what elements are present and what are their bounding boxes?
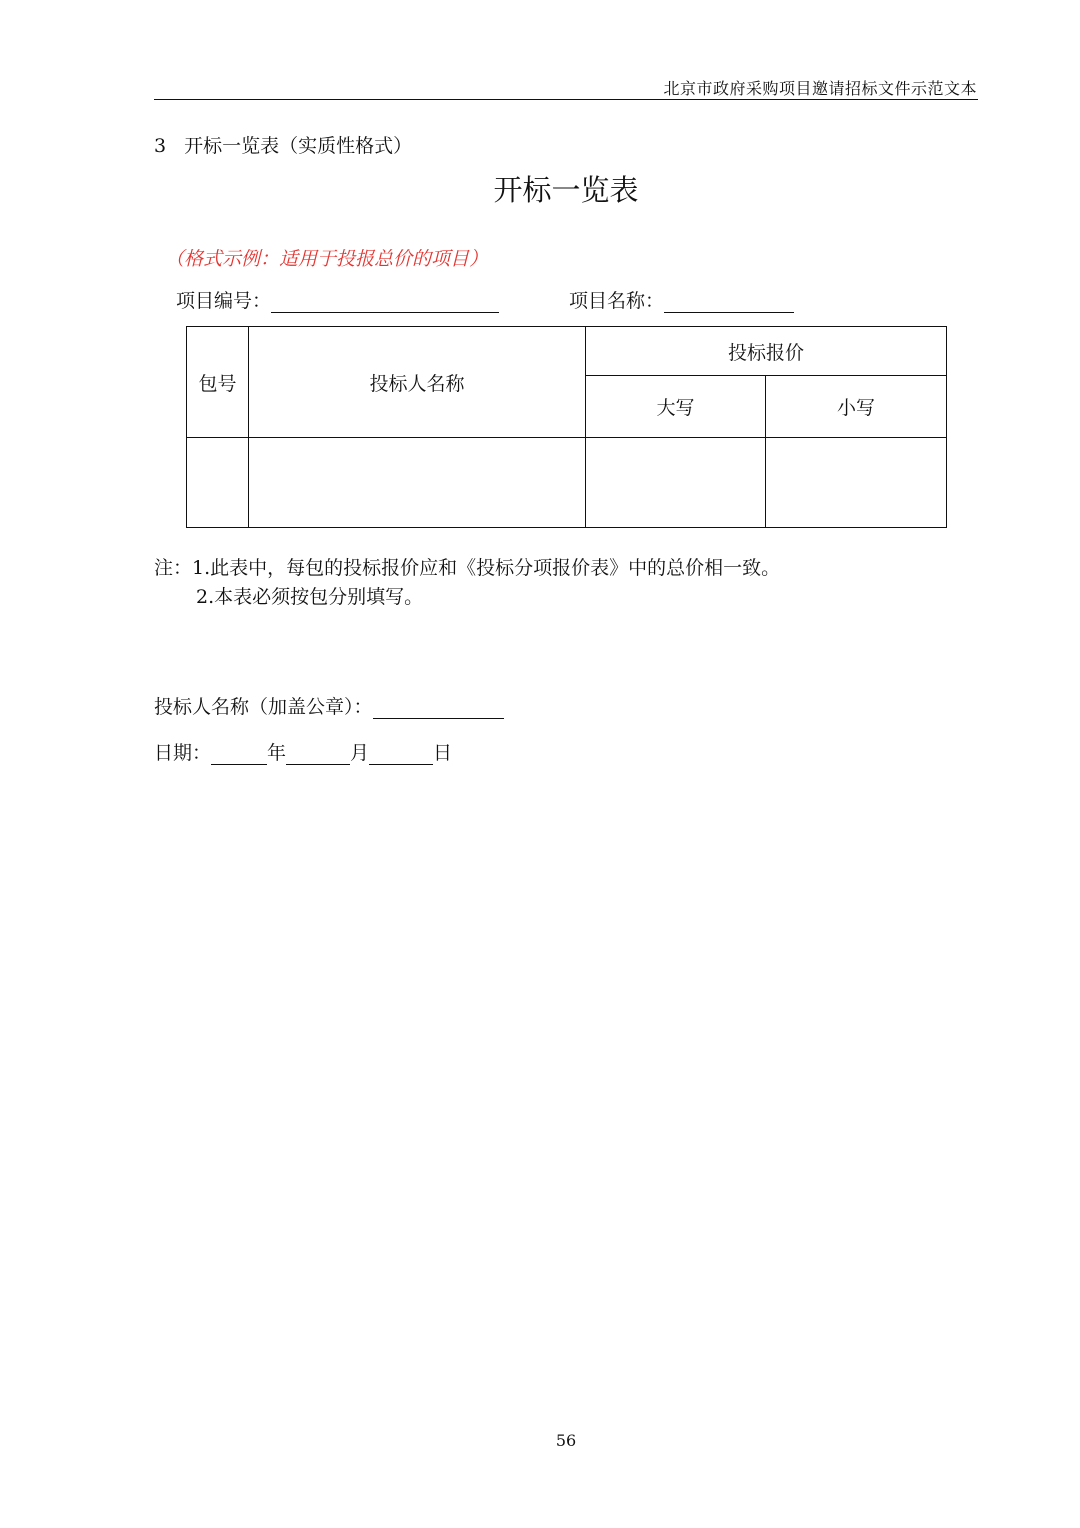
day-blank[interactable] [369,742,433,765]
cell-amount-lowercase[interactable] [766,438,947,528]
table-notes [154,554,780,612]
document-title: 开标一览表 [493,173,639,207]
project-name-field [569,286,794,313]
cell-bidder-name[interactable] [249,438,586,528]
table-row [187,438,947,528]
section-heading [154,131,412,158]
project-number-label: 项目编号： [176,290,272,312]
header-bidder-name: 投标人名称 [249,327,586,438]
header-package-number: 包号 [187,327,249,438]
header-amount-lowercase: 小写 [766,376,947,438]
day-label: 日 [433,742,453,764]
month-label: 月 [350,742,370,764]
header-bid-price: 投标报价 [586,327,947,376]
note-line-2: 2.本表必须按包分别填写。 [196,586,424,608]
note-line-1: 注：1.此表中，每包的投标报价应和《投标分项报价表》中的总价相一致。 [154,557,781,579]
bidder-signature-line [154,692,504,719]
bidder-seal-label: 投标人名称（加盖公章）： [154,696,373,718]
cell-amount-uppercase[interactable] [586,438,766,528]
bid-opening-table [186,326,947,528]
section-number: 3 [154,135,167,157]
header-amount-uppercase: 大写 [586,376,766,438]
date-line [154,738,452,765]
header-rule [154,99,978,100]
year-blank[interactable] [211,742,267,765]
project-name-blank[interactable] [664,290,794,313]
project-name-label: 项目名称： [569,290,665,312]
running-header: 北京市政府采购项目邀请招标文件示范文本 [663,79,977,98]
year-label: 年 [267,742,287,764]
page-number: 56 [555,1431,577,1450]
month-blank[interactable] [286,742,350,765]
project-number-blank[interactable] [271,290,499,313]
project-number-field [176,286,499,313]
section-title: 开标一览表（实质性格式） [184,135,413,157]
bidder-seal-blank[interactable] [373,696,504,719]
cell-package-number[interactable] [187,438,249,528]
date-label: 日期： [154,742,212,764]
format-example-note: （格式示例：适用于投报总价的项目） [165,248,489,270]
